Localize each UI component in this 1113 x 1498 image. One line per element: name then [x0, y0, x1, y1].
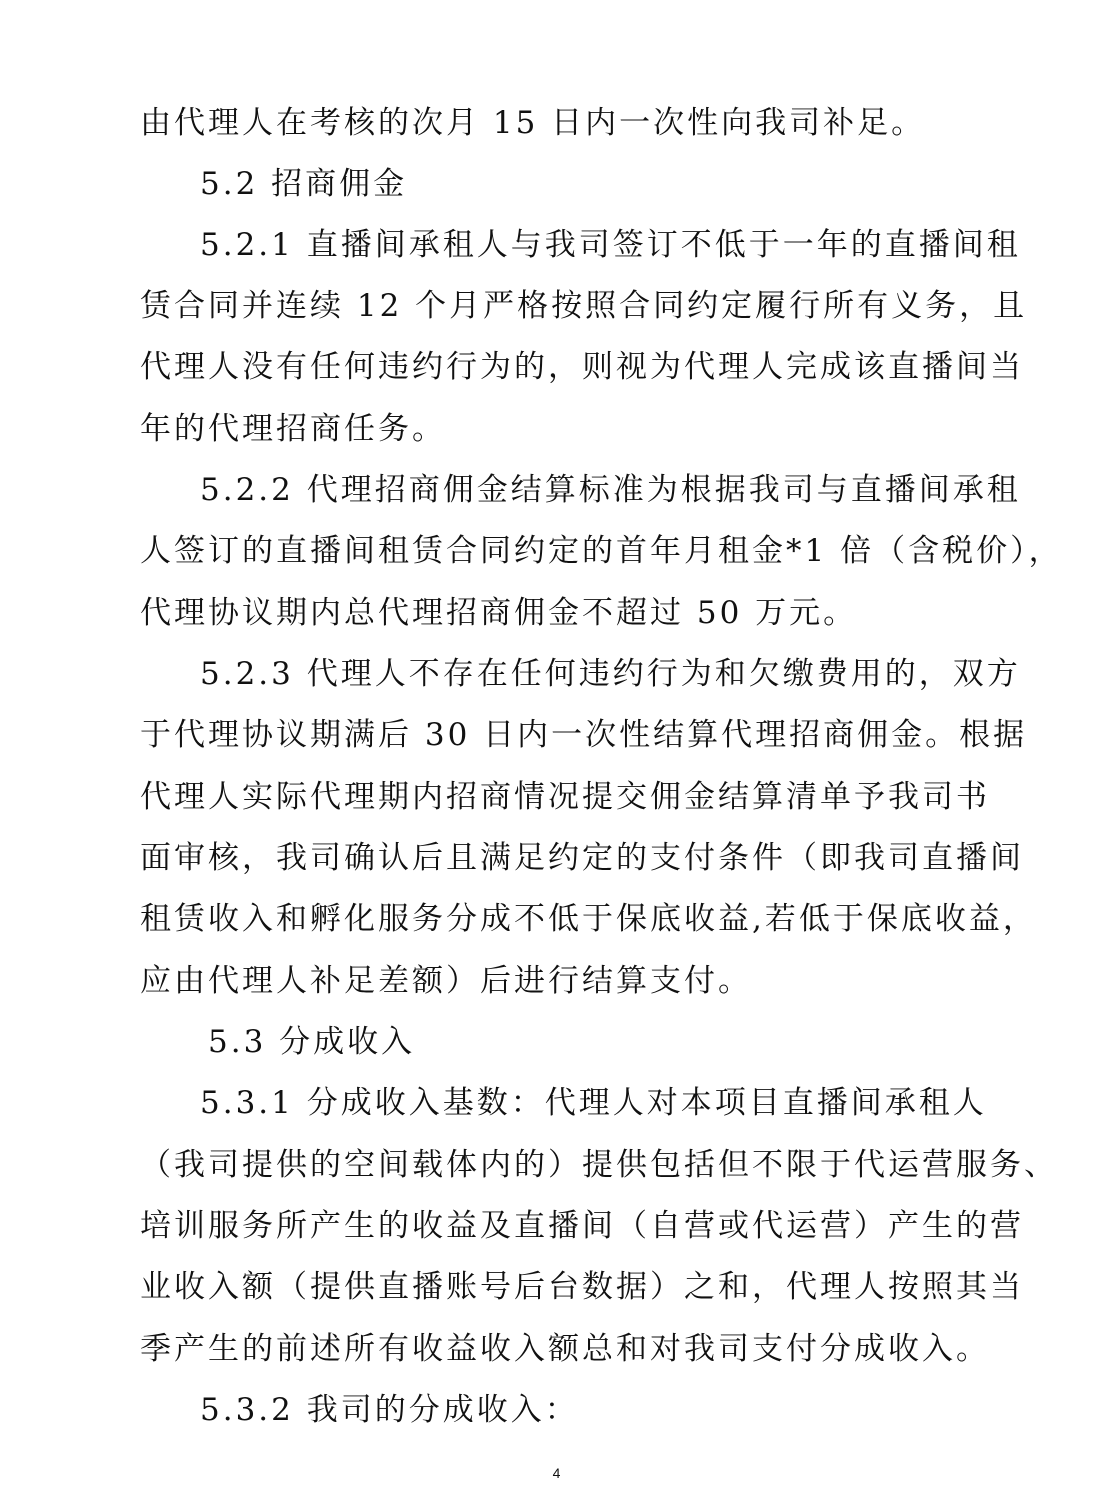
paragraph-line: 赁合同并连续 12 个月严格按照合同约定履行所有义务，且 — [140, 288, 1028, 324]
paragraph-line: 5.2.3 代理人不存在任何违约行为和欠缴费用的，双方 — [200, 656, 1021, 692]
paragraph-line: 5.3.1 分成收入基数：代理人对本项目直播间承租人 — [200, 1085, 987, 1121]
page-number: 4 — [552, 1465, 561, 1481]
paragraph-line: 人签订的直播间租赁合同约定的首年月租金*1 倍（含税价）， — [140, 533, 1063, 569]
paragraph-line: 5.2.2 代理招商佣金结算标准为根据我司与直播间承租 — [200, 472, 1021, 508]
paragraph-line: 年的代理招商任务。 — [140, 411, 446, 447]
paragraph-line: 培训服务所产生的收益及直播间（自营或代运营）产生的营 — [140, 1208, 1024, 1244]
paragraph-line: 代理协议期内总代理招商佣金不超过 50 万元。 — [140, 595, 858, 631]
section-heading: 5.2 招商佣金 — [200, 166, 408, 202]
paragraph-line: 5.3.2 我司的分成收入： — [200, 1392, 579, 1428]
paragraph-line: 租赁收入和孵化服务分成不低于保底收益,若低于保底收益， — [140, 901, 1037, 937]
paragraph-line: 5.2.1 直播间承租人与我司签订不低于一年的直播间租 — [200, 227, 1021, 263]
paragraph-line: 业收入额（提供直播账号后台数据）之和，代理人按照其当 — [140, 1269, 1024, 1305]
paragraph-line: 于代理协议期满后 30 日内一次性结算代理招商佣金。根据 — [140, 717, 1028, 753]
paragraph-line: 代理人没有任何违约行为的，则视为代理人完成该直播间当 — [140, 349, 1024, 385]
paragraph-line: 代理人实际代理期内招商情况提交佣金结算清单予我司书 — [140, 779, 990, 815]
paragraph-line: （我司提供的空间载体内的）提供包括但不限于代运营服务、 — [140, 1147, 1058, 1183]
paragraph-line: 面审核，我司确认后且满足约定的支付条件（即我司直播间 — [140, 840, 1024, 876]
paragraph-line: 应由代理人补足差额）后进行结算支付。 — [140, 963, 752, 999]
paragraph-line: 由代理人在考核的次月 15 日内一次性向我司补足。 — [140, 105, 926, 141]
section-heading: 5.3 分成收入 — [208, 1024, 416, 1060]
paragraph-line: 季产生的前述所有收益收入额总和对我司支付分成收入。 — [140, 1331, 990, 1367]
